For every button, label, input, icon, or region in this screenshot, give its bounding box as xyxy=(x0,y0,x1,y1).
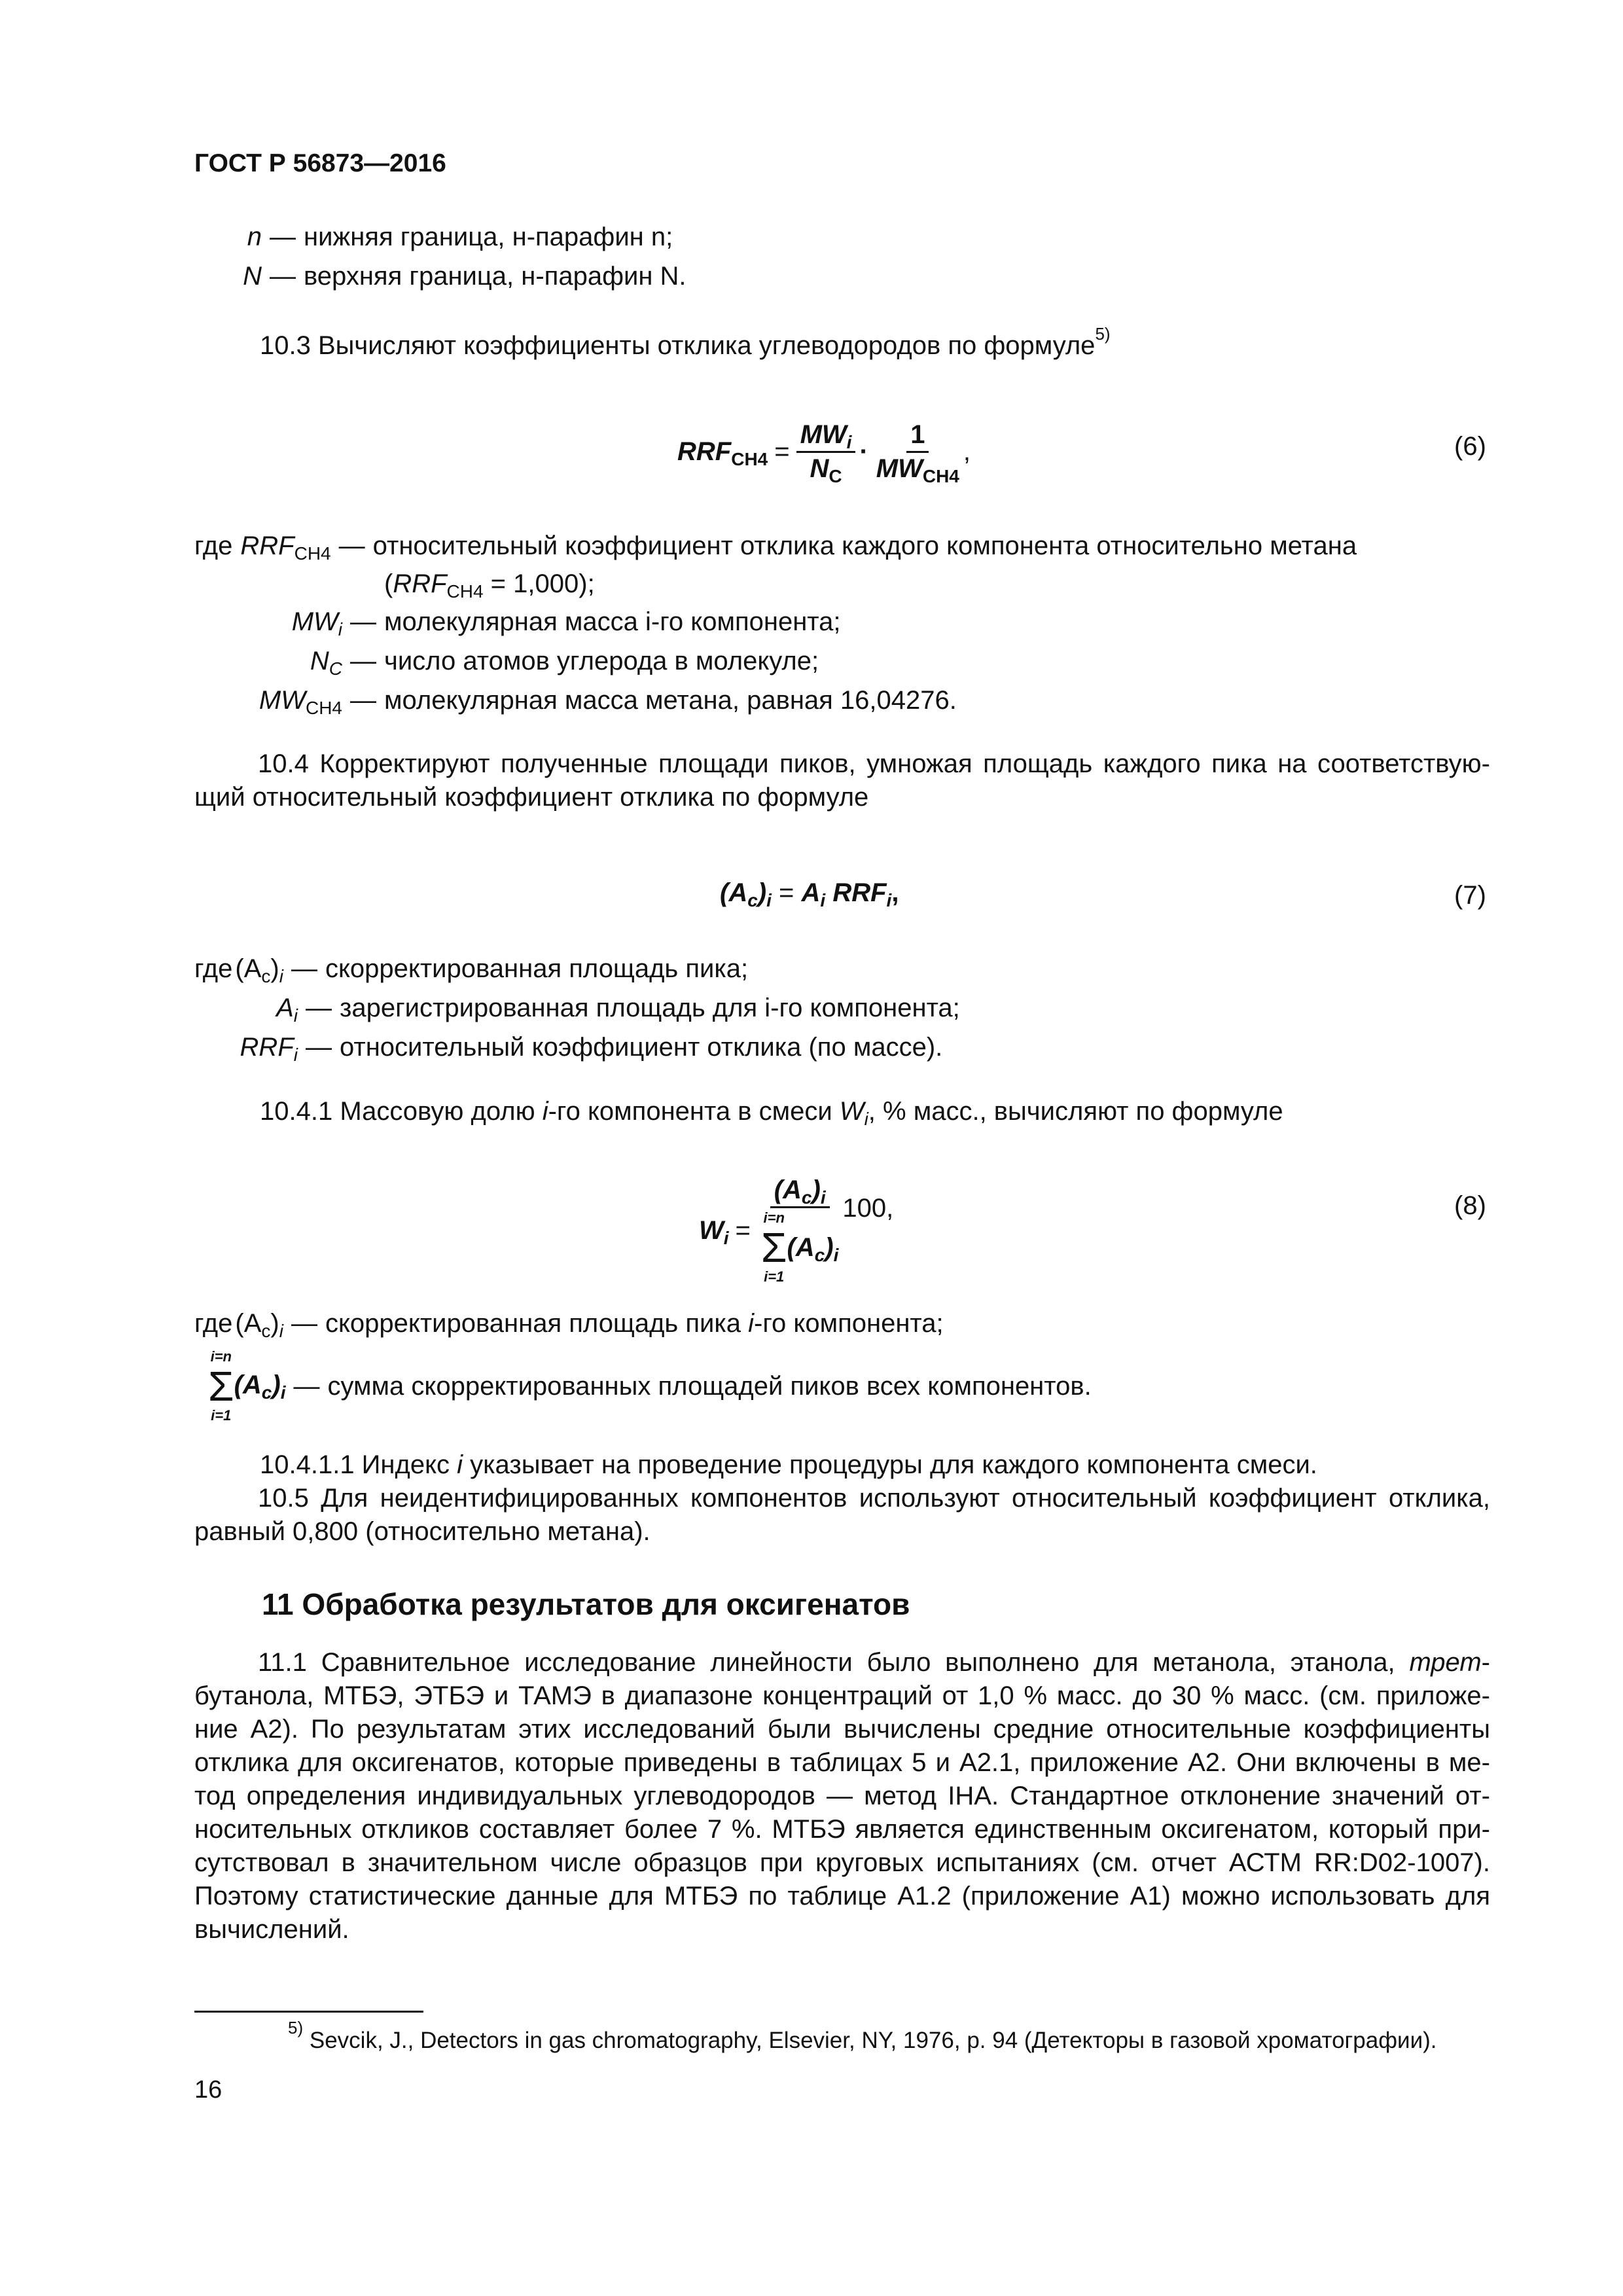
equation-number-7: (7) xyxy=(1454,881,1486,910)
footnote-text: Sevcik, J., Detectors in gas chromatography, Elsevier, NY, 1976, p. 94 (Детекторы в газовой хроматографии). xyxy=(309,2028,1437,2053)
def-text: верхняя граница, н-парафин N. xyxy=(304,262,687,291)
footnote-ref: 5) xyxy=(1095,324,1111,344)
formula-7: $(A_c)_i = A_i$ $RRF_i$, xyxy=(720,878,899,910)
fraction-1: $\frac{MW_i}{N_C}$ xyxy=(796,420,856,484)
line: 11.1 Сравнительное исследование линейности было выполнено для метанола, этанола, трет- xyxy=(258,1648,1490,1677)
equation-number-8: (8) xyxy=(1454,1191,1486,1220)
defs-6: где $RRF_{CH4}$ — относительный коэффициент отклика каждого компонента относительно метана $(RRF_{CH4} = 1,000)$; $MW_i$ — молекулярная масса i-го компонента; $N_C$ — число атомов углерода в молекуле; $MW_{CH4}$ — молекулярная масса метана, равная 16,04276. xyxy=(194,531,1357,718)
def-text: скорректированная площадь пика i-го компонента; xyxy=(325,1309,944,1338)
paragraph-10-4-1-1: 10.4.1.1 Индекс i указывает на проведение процедуры для каждого компонента смеси. xyxy=(260,1450,1317,1479)
def-continuation: $(RRF_{CH4} = 1,000)$; xyxy=(384,569,595,601)
defs-7: где $(A_c)_i$ — скорректированная площадь пика; $A_i$ — зарегистрированная площадь для i-го компонента; $RRF_i$ — относительный коэффициент отклика (по массе). xyxy=(194,954,960,1065)
def-symbol: N xyxy=(243,262,262,291)
formula-8: $W_i$ = $(A_c)_i$ i=n Σ i=1 $(A_c)_i$ 100, xyxy=(699,1175,894,1285)
def-symbol: $A_i$ xyxy=(276,994,298,1026)
def-text: скорректированная площадь пика; xyxy=(325,954,749,983)
def-8-2: i=n Σ i=1 $(A_c)_i$ — сумма скорректированных площадей пиков всех компонентов. xyxy=(208,1348,1092,1424)
def-text: нижняя граница, н-парафин n; xyxy=(304,223,673,251)
def-symbol: n xyxy=(247,223,262,251)
def-n: n — нижняя граница, н-парафин n; xyxy=(196,223,673,252)
def-lead: где xyxy=(194,531,233,560)
paragraph-10-5: 10.5 Для неидентифицированных компонентов используют относительный коэффициент отклика, равный 0,800 (относительно метана). xyxy=(194,1484,1490,1546)
paragraph-text: 10.3 Вычисляют коэффициенты отклика углеводородов по формуле xyxy=(260,331,1096,360)
paragraph-11-1: 11.1 Сравнительное исследование линейности было выполнено для метанола, этанола, трет- бутанола, МТБЭ, ЭТБЭ и ТАМЭ в диапазоне концентраций от 1,0 % масс. до 30 % масс. (см. приложе- ние А2). По результатам этих исследований были вычислены средние относительные коэффициенты отклика для оксигенатов, которые приведены в таблицах 5 и А2.1, приложение А2. Они включены в ме- тод определения индивидуальных углеводородов — метод IHA. Стандартное отклонение значений от- носительных откликов составляет более 7 %. МТБЭ является единственным оксигенатом, который при- сутствовал в значительном числе образцов при круговых испытаниях (см. отчет АСТМ RR:D02-1007). Поэтому статистические данные для МТБЭ по таблице А1.2 (приложение А1) можно использовать для вычислений. xyxy=(194,1646,1490,1946)
def-N: N — верхняя граница, н-парафин N. xyxy=(196,262,687,291)
section-heading: 11 Обработка результатов для оксигенатов xyxy=(262,1587,910,1621)
def-text: число атомов углерода в молекуле; xyxy=(384,647,819,675)
equation-number-6: (6) xyxy=(1454,432,1486,461)
footnote-mark: 5) xyxy=(288,2018,304,2037)
def-symbol: $(A_c)_i$ xyxy=(235,954,283,986)
sum-symbol: i=n Σ i=1 xyxy=(208,1348,234,1424)
def-symbol: $MW_{CH4}$ xyxy=(259,686,342,718)
formula-6: $RRF_{CH4}$ = $\frac{MW_i}{N_C}$ · $\frac{1}{MW_{CH4}}$ , xyxy=(677,420,971,486)
fraction: $(A_c)_i$ i=n Σ i=1 $(A_c)_i$ xyxy=(760,1175,839,1285)
def-symbol: $RRF_{CH4}$ xyxy=(240,531,331,564)
paragraph-10-3 xyxy=(260,324,1111,361)
def-symbol: $(A_c)_i$ xyxy=(235,1309,283,1341)
def-8-1: где $(A_c)_i$ — скорректированная площадь пика i-го компонента; xyxy=(194,1309,944,1341)
paragraph-10-4-1: 10.4.1 Массовую долю i-го компонента в смеси $W_i$, % масс., вычисляют по формуле xyxy=(260,1097,1283,1129)
fraction-2: $\frac{1}{MW_{CH4}}$ xyxy=(876,420,959,486)
def-lead: где xyxy=(194,954,233,983)
formula-lhs: $RRF_{CH4}$ xyxy=(677,437,768,469)
def-text: молекулярная масса метана, равная 16,04276. xyxy=(384,686,957,715)
paragraph-10-4: 10.4 Корректируют полученные площади пиков, умножая площадь каждого пика на соответствую- щий относительный коэффициент отклика по формуле xyxy=(194,749,1490,812)
def-symbol: $MW_i$ xyxy=(291,607,342,639)
footnote-rule xyxy=(194,2011,423,2013)
document-header: ГОСТ Р 56873—2016 xyxy=(194,149,446,177)
footnote xyxy=(288,2018,1437,2054)
def-text: зарегистрированная площадь для i-го компонента; xyxy=(340,994,960,1022)
def-lead: где xyxy=(194,1309,233,1338)
def-text: относительный коэффициент отклика (по массе). xyxy=(340,1033,943,1062)
def-symbol: $N_C$ xyxy=(310,647,342,679)
def-text: относительный коэффициент отклика каждого компонента относительно метана xyxy=(372,531,1357,560)
page-number: 16 xyxy=(194,2076,223,2104)
def-text: молекулярная масса i-го компонента; xyxy=(384,607,841,636)
def-symbol: $RRF_i$ xyxy=(240,1033,298,1065)
def-text: сумма скорректированных площадей пиков всех компонентов. xyxy=(327,1371,1092,1401)
